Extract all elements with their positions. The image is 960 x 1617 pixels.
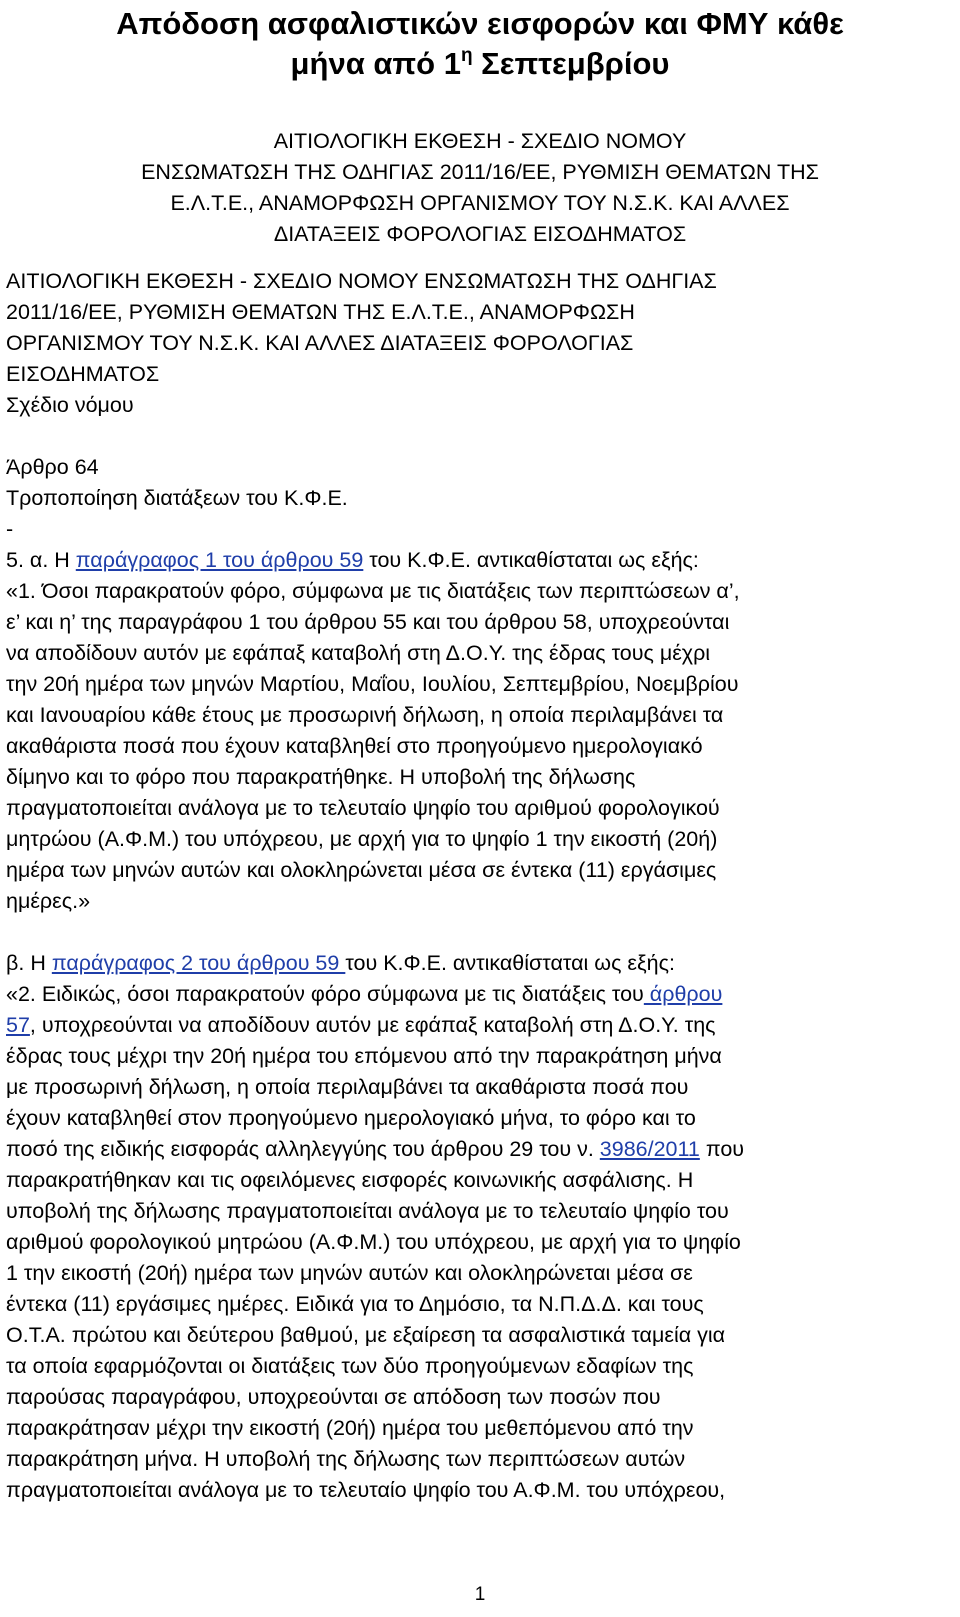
- paragraph-line: δίμηνο και το φόρο που παρακρατήθηκε. Η υποβολή της δήλωσης: [6, 765, 636, 789]
- article-59-paragraph-2-link[interactable]: παράγραφος 2 του άρθρου 59: [51, 951, 346, 975]
- paragraph-line: υποβολή της δήλωσης πραγματοποιείται ανάλογα με το τελευταίο ψηφίο του: [6, 1199, 729, 1223]
- document-title: [0, 0, 960, 84]
- summary-line: 2011/16/ΕΕ, ΡΥΘΜΙΣΗ ΘΕΜΑΤΩΝ ΤΗΣ Ε.Λ.Τ.Ε., ΑΝΑΜΟΡΦΩΣΗ: [6, 300, 635, 324]
- article-subject: Τροποποίηση διατάξεων του Κ.Φ.Ε.: [6, 486, 348, 510]
- paragraph-line: την 20ή ημέρα των μηνών Μαρτίου, Μαΐου, Ιουλίου, Σεπτεμβρίου, Νοεμβρίου: [6, 672, 739, 696]
- paragraph-a-heading: [6, 545, 960, 576]
- paragraph-b-line-2-text: , υποχρεούνται να αποδίδουν αυτόν με εφάπαξ καταβολή στη Δ.Ο.Υ. της: [29, 1013, 716, 1037]
- paragraph-line: έδρας τους μέχρι την 20ή ημέρα του επόμενου από την παρακράτηση μήνα: [6, 1044, 722, 1068]
- paragraph-a-suffix: του Κ.Φ.Ε. αντικαθίσταται ως εξής:: [363, 548, 699, 572]
- paragraph-line: παρούσας παραγράφου, υποχρεούνται σε απόδοση των ποσών που: [6, 1385, 661, 1409]
- paragraph-line: «1. Όσοι παρακρατούν φόρο, σύμφωνα με τις διατάξεις των περιπτώσεων α’,: [6, 579, 740, 603]
- paragraph-line: [6, 1010, 960, 1041]
- paragraph-line: 1 την εικοστή (20ή) ημέρα των μηνών αυτών και ολοκληρώνεται μέσα σε: [6, 1261, 693, 1285]
- page-number: 1: [474, 1584, 486, 1605]
- paragraph-a-prefix: 5. α. Η: [6, 548, 76, 572]
- paragraph-b-law-suffix: που: [699, 1137, 745, 1161]
- paragraph-line: ημέρα των μηνών αυτών και ολοκληρώνεται μέσα σε έντεκα (11) εργάσιμες: [6, 858, 717, 882]
- paragraph-line: παρακράτησαν μέχρι την εικοστή (20ή) ημέρα του μεθεπόμενου από την: [6, 1416, 694, 1440]
- paragraph-line: [6, 979, 960, 1010]
- paragraph-line: [6, 1134, 960, 1165]
- article-heading: Άρθρο 64: [6, 455, 99, 479]
- paragraph-line: ημέρες.»: [6, 889, 91, 913]
- paragraph-b-suffix: του Κ.Φ.Ε. αντικαθίσταται ως εξής:: [345, 951, 675, 975]
- paragraph-line: ακαθάριστα ποσά που έχουν καταβληθεί στο προηγούμενο ημερολογιακό: [6, 734, 703, 758]
- title-line-1: Απόδοση ασφαλιστικών εισφορών και ΦΜΥ κάθε: [116, 6, 844, 41]
- paragraph-line: αριθμού φορολογικού μητρώου (Α.Φ.Μ.) του υπόχρεου, με αρχή για το ψηφίο: [6, 1230, 741, 1254]
- title-line-2-suffix: Σεπτεμβρίου: [472, 46, 670, 81]
- spacer: [6, 917, 960, 948]
- paragraph-b-law-prefix: ποσό της ειδικής εισφοράς αλληλεγγύης του άρθρου 29 του ν.: [6, 1137, 600, 1161]
- title-line-2-prefix: μήνα από 1: [290, 46, 461, 81]
- subtitle-line: ΑΙΤΙΟΛΟΓΙΚΗ ΕΚΘΕΣΗ - ΣΧΕΔΙΟ ΝΟΜΟΥ: [273, 129, 687, 153]
- paragraph-line: πραγματοποιείται ανάλογα με το τελευταίο ψηφίο του αριθμού φορολογικού: [6, 796, 720, 820]
- document-summary: [0, 266, 960, 1506]
- paragraph-line: ε’ και η’ της παραγράφου 1 του άρθρου 55 και του άρθρου 58, υποχρεούνται: [6, 610, 730, 634]
- subtitle-line: ΔΙΑΤΑΞΕΙΣ ΦΟΡΟΛΟΓΙΑΣ ΕΙΣΟΔΗΜΑΤΟΣ: [273, 222, 687, 246]
- paragraph-line: τα οποία εφαρμόζονται οι διατάξεις των δύο προηγούμενων εδαφίων της: [6, 1354, 694, 1378]
- paragraph-line: να αποδίδουν αυτόν με εφάπαξ καταβολή στη Δ.Ο.Υ. της έδρας τους μέχρι: [6, 641, 711, 665]
- paragraph-b-body: [6, 979, 960, 1506]
- paragraph-b-line-1-text: «2. Ειδικώς, όσοι παρακρατούν φόρο σύμφωνα με τις διατάξεις του: [6, 982, 644, 1006]
- paragraph-line: παρακρατήθηκαν και τις οφειλόμενες εισφορές κοινωνικής ασφάλισης. Η: [6, 1168, 694, 1192]
- paragraph-line: μητρώου (Α.Φ.Μ.) του υπόχρεου, με αρχή για το ψηφίο 1 την εικοστή (20ή): [6, 827, 718, 851]
- article-59-paragraph-1-link[interactable]: παράγραφος 1 του άρθρου 59: [75, 548, 364, 572]
- summary-line: ΕΙΣΟΔΗΜΑΤΟΣ: [6, 362, 160, 386]
- document-subtitle: [0, 126, 960, 250]
- separator-dash: -: [6, 517, 14, 541]
- subtitle-line: Ε.Λ.Τ.Ε., ΑΝΑΜΟΡΦΩΣΗ ΟΡΓΑΝΙΣΜΟΥ ΤΟΥ Ν.Σ.Κ. ΚΑΙ ΑΛΛΕΣ: [170, 191, 790, 215]
- paragraph-line: Ο.Τ.Α. πρώτου και δεύτερου βαθμού, με εξαίρεση τα ασφαλιστικά ταμεία για: [6, 1323, 726, 1347]
- bill-label: Σχέδιο νόμου: [6, 393, 134, 417]
- article-57-link-continued[interactable]: 57: [6, 1013, 30, 1037]
- article-57-link[interactable]: άρθρου: [643, 982, 723, 1006]
- summary-line: ΑΙΤΙΟΛΟΓΙΚΗ ΕΚΘΕΣΗ - ΣΧΕΔΙΟ ΝΟΜΟΥ ΕΝΣΩΜΑΤΩΣΗ ΤΗΣ ΟΔΗΓΙΑΣ: [6, 269, 717, 293]
- spacer: [6, 421, 960, 452]
- title-superscript: η: [460, 44, 473, 66]
- paragraph-line: και Ιανουαρίου κάθε έτους με προσωρινή δήλωση, η οποία περιλαμβάνει τα: [6, 703, 724, 727]
- subtitle-line: ΕΝΣΩΜΑΤΩΣΗ ΤΗΣ ΟΔΗΓΙΑΣ 2011/16/ΕΕ, ΡΥΘΜΙΣΗ ΘΕΜΑΤΩΝ ΤΗΣ: [141, 160, 819, 184]
- paragraph-line: έντεκα (11) εργάσιμες ημέρες. Ειδικά για το Δημόσιο, τα Ν.Π.Δ.Δ. και τους: [6, 1292, 704, 1316]
- paragraph-b-heading: [6, 948, 960, 979]
- paragraph-line: με προσωρινή δήλωση, η οποία περιλαμβάνει τα ακαθάριστα ποσά που: [6, 1075, 689, 1099]
- paragraph-a-body: [6, 576, 960, 917]
- paragraph-b-prefix: β. Η: [6, 951, 52, 975]
- paragraph-line: έχουν καταβληθεί στον προηγούμενο ημερολογιακό μήνα, το φόρο και το: [6, 1106, 696, 1130]
- law-3986-2011-link[interactable]: 3986/2011: [599, 1137, 700, 1161]
- summary-line: ΟΡΓΑΝΙΣΜΟΥ ΤΟΥ Ν.Σ.Κ. ΚΑΙ ΑΛΛΕΣ ΔΙΑΤΑΞΕΙΣ ΦΟΡΟΛΟΓΙΑΣ: [6, 331, 634, 355]
- paragraph-line: πραγματοποιείται ανάλογα με το τελευταίο ψηφίο του Α.Φ.Μ. του υπόχρεου,: [6, 1478, 726, 1502]
- paragraph-line: παρακράτηση μήνα. Η υποβολή της δήλωσης των περιπτώσεων αυτών: [6, 1447, 686, 1471]
